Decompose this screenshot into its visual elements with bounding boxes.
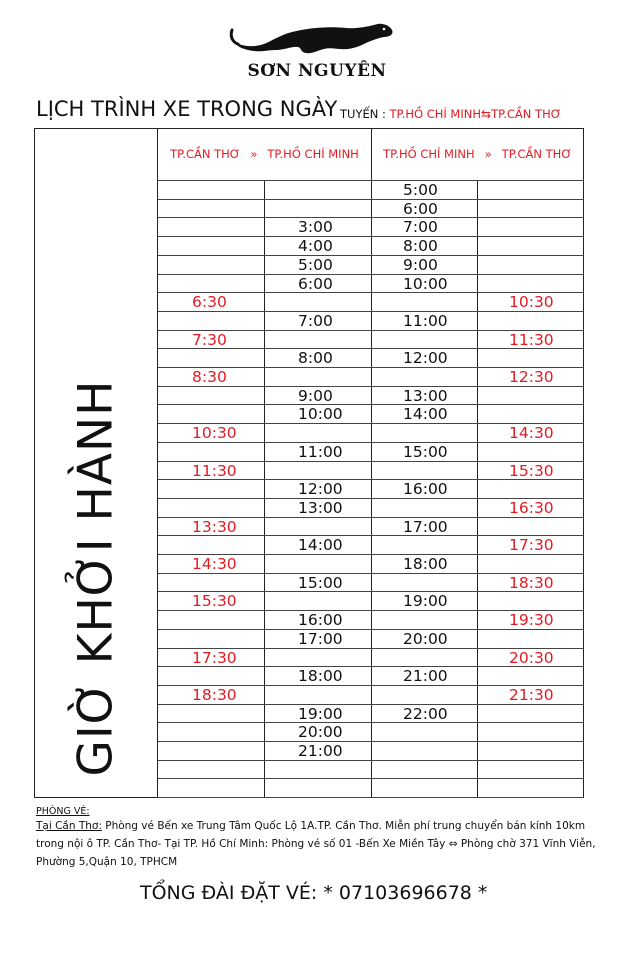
departure-time: 12:00 — [403, 349, 448, 368]
footer-label: PHÒNG VÉ: — [36, 806, 90, 817]
departure-time: 18:30 — [509, 573, 554, 592]
row-divider — [158, 255, 584, 256]
departure-time: 10:30 — [509, 293, 554, 312]
departure-time: 14:30 — [509, 424, 554, 443]
side-label: GIỜ KHỞI HÀNH — [68, 379, 124, 777]
column-header-to: TP.CẦN THƠ — [501, 147, 572, 161]
departure-time: 7:30 — [192, 330, 227, 349]
departure-time: 12:30 — [509, 368, 554, 386]
column-header-from: TP.CẦN THƠ — [170, 147, 241, 161]
departure-time: 16:30 — [509, 498, 554, 517]
footer-info — [36, 806, 596, 871]
departure-time: 19:00 — [403, 592, 448, 611]
departure-time: 11:00 — [403, 311, 448, 330]
departure-time: 20:00 — [298, 723, 343, 742]
column-header-from: TP.HỒ CHÍ MINH — [383, 147, 475, 161]
row-divider — [158, 778, 584, 779]
row-divider — [158, 274, 584, 275]
footer-line-text: Phòng vé Bến xe Trung Tâm Quốc Lộ 1A.TP. Cần Thơ. Miễn phí trung chuyển bán kính 10km — [101, 820, 586, 832]
brand-name: SƠN NGUYÊN — [247, 61, 387, 81]
row-divider — [158, 236, 584, 237]
column-divider — [371, 128, 372, 798]
footer-line: Phường 5,Quận 10, TPHCM — [36, 856, 178, 868]
departure-time: 10:00 — [298, 405, 343, 424]
departure-time: 7:00 — [298, 311, 333, 330]
footer-line: trong nội ô TP. Cần Thơ- Tại TP. Hồ Chí Minh: Phòng vé số 01 -Bến Xe Miền Tây ⇔ Phòng chờ 371 Vĩnh Viễn, — [36, 838, 596, 850]
departure-time: 17:00 — [403, 517, 448, 536]
departure-time: 14:00 — [403, 405, 448, 424]
departure-time: 19:00 — [298, 704, 343, 723]
footer-line — [36, 817, 596, 835]
route-label: TUYẾN : — [340, 107, 386, 121]
departure-time: 18:30 — [192, 685, 237, 704]
departure-time: 16:00 — [403, 480, 448, 499]
departure-time: 4:00 — [298, 237, 333, 256]
departure-time: 6:30 — [192, 293, 227, 312]
departure-time: 13:30 — [192, 517, 237, 536]
route-to: TP.CẦN THƠ — [491, 107, 562, 121]
departure-time: 21:00 — [403, 667, 448, 686]
departure-time: 5:00 — [298, 255, 333, 274]
departure-time: 16:00 — [298, 611, 343, 630]
title-row — [36, 97, 596, 127]
column-header-hcm-cantho — [371, 128, 584, 180]
departure-time: 13:00 — [403, 386, 448, 405]
row-divider — [158, 180, 584, 181]
departure-time: 6:00 — [298, 274, 333, 293]
column-header-sep: » — [250, 147, 258, 161]
row-divider — [158, 404, 584, 405]
departure-time: 15:00 — [298, 573, 343, 592]
departure-time: 18:00 — [403, 555, 448, 573]
departure-time: 11:00 — [298, 442, 343, 461]
departure-time: 15:30 — [192, 592, 237, 611]
departure-time: 5:00 — [403, 181, 438, 199]
departure-time: 17:30 — [192, 648, 237, 667]
row-divider — [158, 797, 584, 798]
departure-time: 9:00 — [403, 255, 438, 274]
departure-time: 6:00 — [403, 199, 438, 218]
row-divider — [158, 199, 584, 200]
side-label-box — [34, 128, 158, 798]
departure-time: 8:00 — [298, 349, 333, 368]
departure-time: 20:30 — [509, 648, 554, 667]
departure-time: 8:00 — [403, 237, 438, 256]
brand-logo — [228, 20, 398, 84]
departure-time: 21:30 — [509, 685, 554, 704]
column-header-cantho-hcm — [158, 128, 371, 180]
departure-time: 10:00 — [403, 274, 448, 293]
departure-time: 18:00 — [298, 667, 343, 686]
route-from: TP.HỒ CHÍ MINH — [389, 107, 481, 121]
departure-time: 14:30 — [192, 555, 237, 573]
panther-icon — [228, 20, 398, 64]
departure-time: 21:00 — [298, 742, 343, 760]
departure-time: 17:30 — [509, 536, 554, 555]
departure-time: 10:30 — [192, 424, 237, 443]
route-info — [340, 107, 561, 121]
departure-time: 9:00 — [298, 386, 333, 405]
departure-time: 15:00 — [403, 442, 448, 461]
column-header-sep: » — [484, 147, 492, 161]
departure-time: 15:30 — [509, 461, 554, 480]
departure-time: 19:30 — [509, 611, 554, 630]
row-divider — [158, 217, 584, 218]
departure-time: 13:00 — [298, 498, 343, 517]
departure-time: 20:00 — [403, 629, 448, 648]
departure-time: 11:30 — [192, 461, 237, 480]
departure-time: 7:00 — [403, 218, 438, 237]
departure-time: 17:00 — [298, 629, 343, 648]
departure-time: 22:00 — [403, 704, 448, 723]
row-divider — [158, 722, 584, 723]
column-header-to: TP.HỒ CHÍ MINH — [267, 147, 359, 161]
row-divider — [158, 760, 584, 761]
footer-line-prefix: Tại Cần Thơ: — [36, 820, 102, 832]
hotline: TỔNG ĐÀI ĐẶT VÉ: * 07103696678 * — [140, 882, 488, 904]
departure-time: 14:00 — [298, 536, 343, 555]
page-title: LỊCH TRÌNH XE TRONG NGÀY — [36, 97, 338, 121]
row-divider — [158, 741, 584, 742]
departure-time: 8:30 — [192, 368, 227, 386]
departure-time: 11:30 — [509, 330, 554, 349]
departure-time: 12:00 — [298, 480, 343, 499]
departure-time: 3:00 — [298, 218, 333, 237]
route-arrow-icon: ⇆ — [481, 107, 492, 121]
